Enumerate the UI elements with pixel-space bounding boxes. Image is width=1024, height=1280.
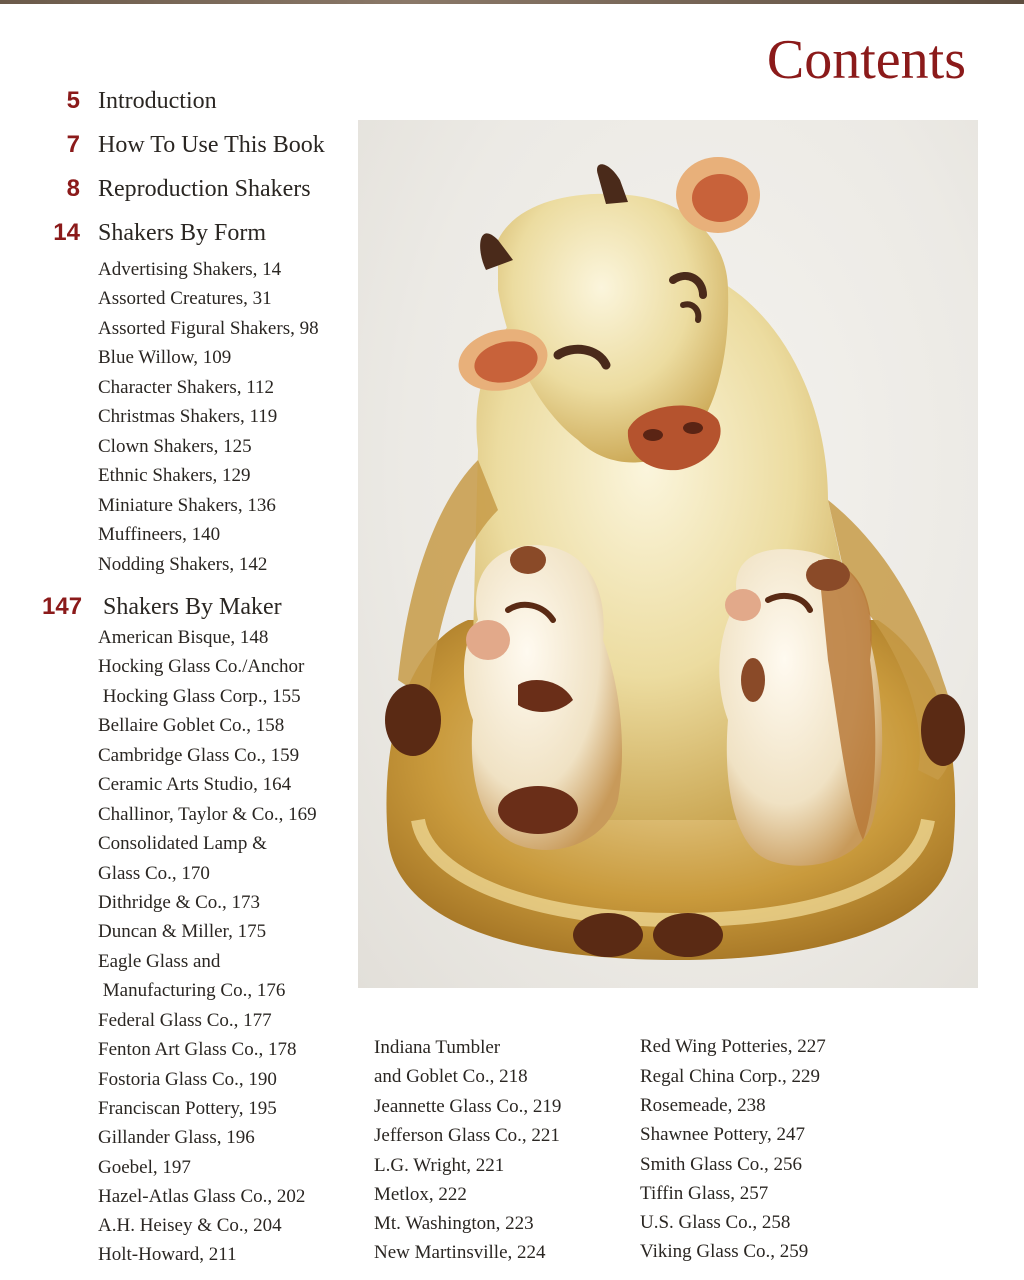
toc-entry[interactable]: Bellaire Goblet Co., 158 <box>98 715 285 736</box>
toc-entry[interactable]: Muffineers, 140 <box>98 524 221 545</box>
toc-page-number: 5 <box>66 87 80 114</box>
toc-entry[interactable]: Character Shakers, 112 <box>98 377 275 398</box>
toc-entry[interactable]: Regal China Corp., 229 <box>640 1066 820 1087</box>
toc-page-number: 7 <box>66 131 80 158</box>
toc-entry[interactable]: Fostoria Glass Co., 190 <box>98 1069 277 1090</box>
page-title: Contents <box>766 29 966 91</box>
toc-entry[interactable]: Gillander Glass, 196 <box>98 1127 255 1148</box>
toc-entry[interactable]: and Goblet Co., 218 <box>374 1066 528 1087</box>
toc-entry[interactable]: Nodding Shakers, 142 <box>98 554 268 575</box>
toc-entry[interactable]: Jeannette Glass Co., 219 <box>374 1096 562 1117</box>
toc-section-label: Introduction <box>98 88 217 114</box>
toc-entry[interactable]: Cambridge Glass Co., 159 <box>98 745 300 766</box>
toc-entry[interactable]: Dithridge & Co., 173 <box>98 892 261 913</box>
toc-section-label: Shakers By Maker <box>103 594 282 620</box>
toc-page-number: 14 <box>53 219 80 246</box>
toc-section-reproduction-shakers[interactable] <box>0 172 400 212</box>
toc-entry[interactable]: Metlox, 222 <box>374 1184 467 1205</box>
toc-entry[interactable]: New Martinsville, 224 <box>374 1242 546 1263</box>
toc-entry[interactable]: Indiana Tumbler <box>374 1037 501 1058</box>
toc-entry[interactable]: Eagle Glass and <box>98 951 221 972</box>
toc-section-shakers-by-form[interactable] <box>0 216 400 256</box>
toc-entry[interactable]: Fenton Art Glass Co., 178 <box>98 1039 297 1060</box>
cow-figurine-illustration <box>358 120 978 988</box>
toc-entry[interactable]: Miniature Shakers, 136 <box>98 495 276 516</box>
toc-entry[interactable]: Shawnee Pottery, 247 <box>640 1124 805 1145</box>
toc-entry[interactable]: Hocking Glass Corp., 155 <box>98 686 301 707</box>
toc-entry[interactable]: Ceramic Arts Studio, 164 <box>98 774 292 795</box>
toc-entry[interactable]: Ethnic Shakers, 129 <box>98 465 251 486</box>
top-border-strip <box>0 0 1024 4</box>
toc-section-introduction[interactable] <box>0 84 400 124</box>
toc-entry[interactable]: U.S. Glass Co., 258 <box>640 1212 791 1233</box>
toc-entry[interactable]: Advertising Shakers, 14 <box>98 259 282 280</box>
toc-entry[interactable]: Mt. Washington, 223 <box>374 1213 534 1234</box>
toc-entry[interactable]: Jefferson Glass Co., 221 <box>374 1125 560 1146</box>
toc-entry[interactable]: Clown Shakers, 125 <box>98 436 252 457</box>
toc-entry[interactable]: Smith Glass Co., 256 <box>640 1154 803 1175</box>
cow-shaker-photo <box>358 120 978 988</box>
toc-entry[interactable]: Franciscan Pottery, 195 <box>98 1098 277 1119</box>
toc-entry[interactable]: Goebel, 197 <box>98 1157 191 1178</box>
toc-entry[interactable]: A.H. Heisey & Co., 204 <box>98 1215 282 1236</box>
toc-entry[interactable]: Federal Glass Co., 177 <box>98 1010 272 1031</box>
toc-entry[interactable]: Blue Willow, 109 <box>98 347 232 368</box>
toc-page-number: 8 <box>66 175 80 202</box>
toc-section-how-to-use[interactable] <box>0 128 400 168</box>
toc-entry[interactable]: Manufacturing Co., 176 <box>98 980 286 1001</box>
toc-entry[interactable]: Assorted Figural Shakers, 98 <box>98 318 319 339</box>
toc-entry[interactable]: Tiffin Glass, 257 <box>640 1183 769 1204</box>
toc-page-number: 147 <box>42 593 83 620</box>
toc-entry[interactable]: Holt-Howard, 211 <box>98 1244 237 1265</box>
toc-entry[interactable]: Hazel-Atlas Glass Co., 202 <box>98 1186 306 1207</box>
toc-entry[interactable]: American Bisque, 148 <box>98 627 269 648</box>
toc-entry[interactable]: Challinor, Taylor & Co., 169 <box>98 804 317 825</box>
toc-entry[interactable]: Christmas Shakers, 119 <box>98 406 278 427</box>
toc-entry[interactable]: Glass Co., 170 <box>98 863 210 884</box>
toc-entry[interactable]: L.G. Wright, 221 <box>374 1155 505 1176</box>
toc-section-shakers-by-maker[interactable] <box>0 590 400 630</box>
toc-entry[interactable]: Consolidated Lamp & <box>98 833 267 854</box>
toc-entry[interactable]: Duncan & Miller, 175 <box>98 921 267 942</box>
toc-section-label: Shakers By Form <box>98 220 266 246</box>
toc-section-label: How To Use This Book <box>98 132 325 158</box>
toc-entry[interactable]: Viking Glass Co., 259 <box>640 1241 809 1262</box>
toc-section-label: Reproduction Shakers <box>98 176 311 202</box>
toc-entry[interactable]: Rosemeade, 238 <box>640 1095 766 1116</box>
toc-entry[interactable]: Hocking Glass Co./Anchor <box>98 656 305 677</box>
toc-entry[interactable]: Assorted Creatures, 31 <box>98 288 272 309</box>
toc-entry[interactable]: Red Wing Potteries, 227 <box>640 1036 826 1057</box>
